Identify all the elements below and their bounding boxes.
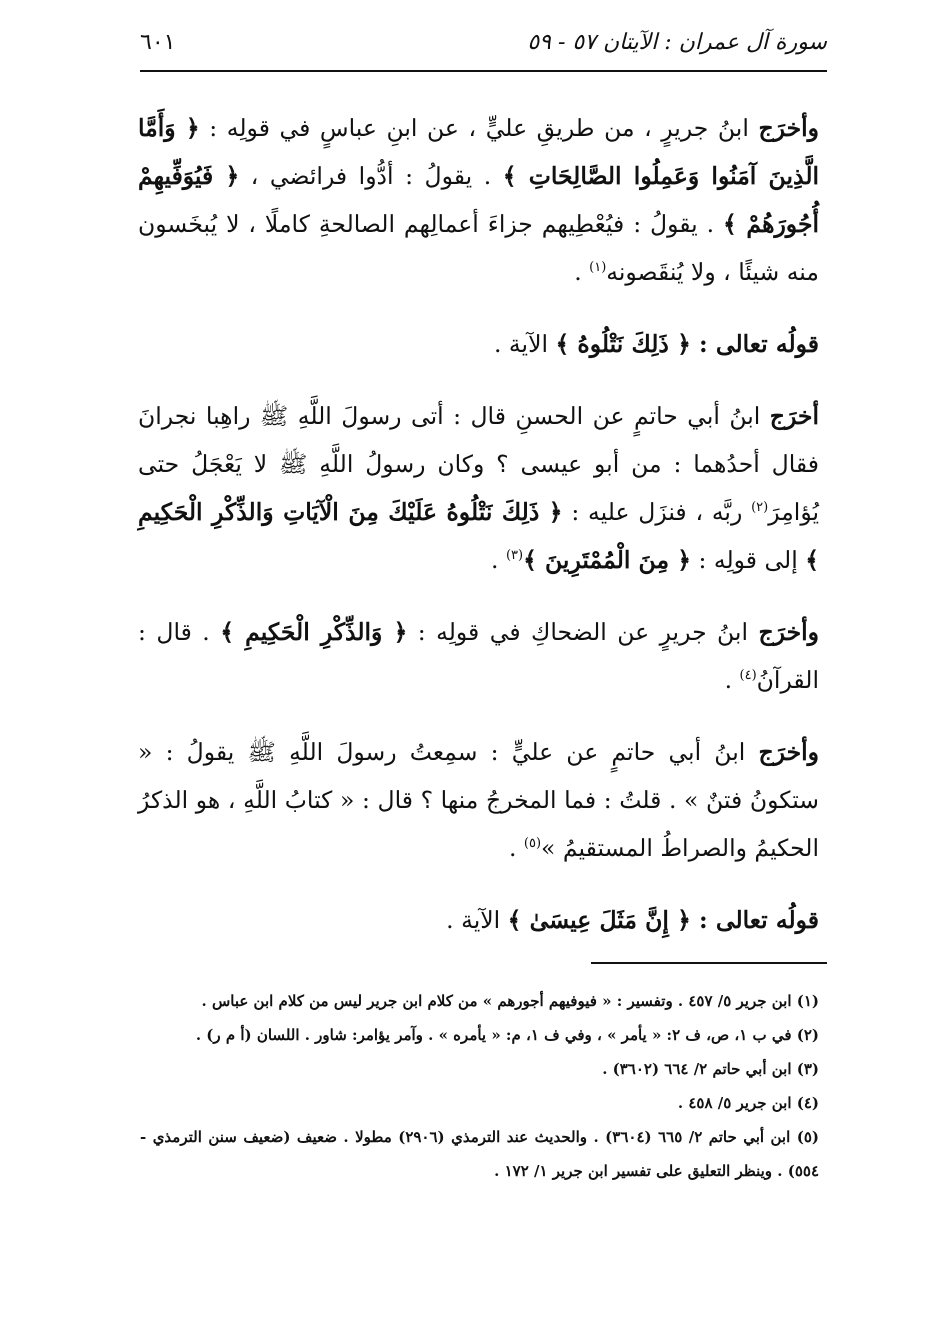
paragraph-lead: وأخرَج [758, 738, 819, 766]
main-text [138, 104, 819, 968]
paragraph-text: . يقولُ : أدُّوا فرائضي ، [239, 162, 503, 190]
footnote-ref: (٣) [505, 548, 524, 564]
heading-lead: قولُه تعالى : [690, 330, 819, 358]
paragraph-text: ربَّه ، فنزَل عليه : [562, 498, 752, 526]
paragraph-text: ابنُ جريرٍ عن الضحاكِ في قولِه : [407, 618, 759, 646]
footnote-ref: (٤) [739, 668, 757, 684]
paragraph-end: . [724, 666, 740, 694]
paragraph-end: . [508, 834, 524, 862]
paragraph-lead: أخرَج [769, 402, 819, 430]
footnote-1: (١) ابن جرير ٥/ ٤٥٧ . وتفسير : « فيوفيهم أجورهم » من كلام ابن جرير ليس من كلام ابن عباس . [201, 992, 819, 1010]
paragraph-4 [138, 728, 819, 872]
quran-verse: ﴿ ذَلِكَ نَتْلُوهُ عَلَيْكَ مِنَ الْآيَاتِ وَالذِّكْرِ الْحَكِيمِ ﴾ [138, 498, 819, 574]
paragraph-text: . قال : القرآنُ [138, 618, 819, 694]
footnote-ref: (٥) [523, 836, 542, 852]
running-title: سورة آل عمران : الآيتان ٥٧ - ٥٩ [527, 30, 827, 55]
quran-verse: ﴿ فَيُوَفِّيهِمْ أُجُورَهُمْ ﴾ [138, 162, 820, 238]
running-header [140, 30, 827, 64]
footnote-4: (٤) ابن جرير ٥/ ٤٥٨ . [677, 1094, 819, 1112]
heading-lead: قولُه تعالى : [690, 906, 819, 934]
paragraph-text: ابنُ أبي حاتمٍ عن الحسنِ قال : أتى رسولَ اللَّهِ ﷺ راهِبا نجرانَ فقال أحدُهما : من أبو عيسى ؟ وكان رسولُ اللَّهِ ﷺ لا يَعْجَلُ حتى يُؤامِرَ [138, 402, 819, 526]
footnote-3: (٣) ابن أبي حاتم ٢/ ٦٦٤ (٣٦٠٢) . [602, 1060, 819, 1078]
paragraph-3 [138, 608, 819, 704]
footnote-ref: (١) [589, 260, 607, 276]
verse-heading-1 [138, 320, 819, 368]
paragraph-text: . يقولُ : فيُعْطِيهم جزاءَ أعمالِهم الصالحةِ كاملًا ، لا يُبخَسون منه شيئًا ، ولا يُنقَصونه [138, 210, 819, 286]
verse-heading-2 [138, 896, 819, 944]
footnote-rule [591, 962, 827, 964]
quran-verse: ﴿ مِنَ الْمُمْتَرِينَ ﴾ [523, 546, 691, 574]
paragraph-2 [138, 392, 819, 584]
footnote-2: (٢) في ب ١، ص، ف ٢: « يأمر » ، وفي ف ١، م: « يأمره » . وآمر يؤامر: شاور . اللسان (أ م ر) . [195, 1026, 819, 1044]
header-rule [140, 70, 827, 72]
paragraph-end: . [574, 258, 590, 286]
footnote-5: (٥) ابن أبي حاتم ٢/ ٦٦٥ (٣٦٠٤) . والحديث عند الترمذي (٢٩٠٦) مطولا . ضعيف (ضعيف سنن الترمذي - ٥٥٤) . وينظر التعليق على تفسير ابن جرير ١/ ١٧٢ . [140, 1128, 820, 1180]
footnotes [140, 984, 819, 1188]
quran-verse: ﴿ ذَلِكَ نَتْلُوهُ ﴾ [555, 330, 691, 358]
paragraph-text: ابنُ أبي حاتمٍ عن عليٍّ : سمِعتُ رسولَ اللَّهِ ﷺ يقولُ : « ستكونُ فتنٌ » . قلتُ : فما المخرجُ منها ؟ قال : « كتابُ اللَّهِ ، هو الذكرُ الحكيمُ والصراطُ المستقيمُ » [138, 738, 819, 862]
quran-verse: ﴿ وَأَمَّا الَّذِينَ آمَنُوا وَعَمِلُوا الصَّالِحَاتِ ﴾ [138, 114, 820, 190]
heading-tail: الآية . [493, 330, 556, 358]
heading-tail: الآية . [446, 906, 508, 934]
paragraph-text: ابنُ جريرٍ ، من طريقِ عليٍّ ، عن ابنِ عباسٍ في قولِه : [199, 114, 759, 142]
paragraph-lead: وأخرَج [758, 618, 819, 646]
quran-verse: ﴿ وَالذِّكْرِ الْحَكِيمِ ﴾ [220, 618, 408, 646]
quran-verse: ﴿ إِنَّ مَثَلَ عِيسَىٰ ﴾ [507, 906, 691, 934]
paragraph-end: . [490, 546, 506, 574]
paragraph-text: إلى قولِه : [691, 546, 806, 574]
paragraph-lead: وأخرَج [758, 114, 819, 142]
page-number: ٦٠١ [140, 30, 176, 55]
paragraph-1 [138, 104, 819, 296]
footnote-ref: (٢) [751, 500, 769, 516]
